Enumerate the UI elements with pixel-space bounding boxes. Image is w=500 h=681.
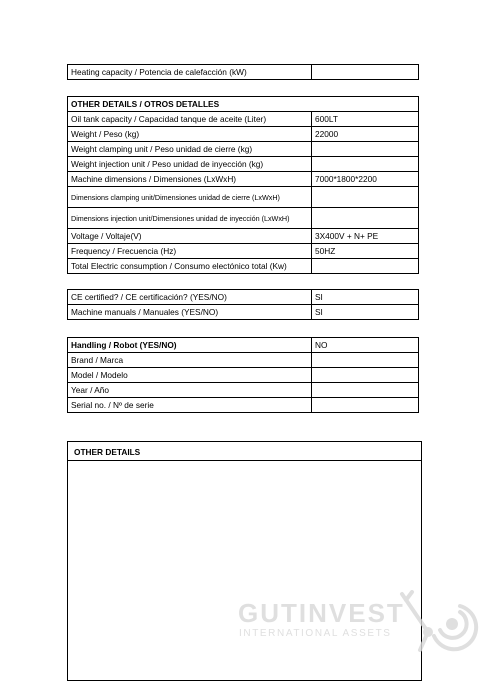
watermark-tagline: INTERNATIONAL ASSETS — [239, 628, 392, 639]
table-row — [68, 290, 419, 305]
certification-table — [67, 289, 419, 320]
table-row — [68, 172, 419, 187]
ce-certified-label: CE certified? / CE certificación? (YES/NO) — [68, 290, 312, 305]
robot-table — [67, 337, 419, 413]
year-value — [312, 383, 419, 398]
table-row — [68, 244, 419, 259]
oil-tank-label: Oil tank capacity / Capacidad tanque de aceite (Liter) — [68, 112, 312, 127]
gutinvest-watermark — [222, 584, 490, 658]
table-row — [68, 157, 419, 172]
electric-consumption-label: Total Electric consumption / Consumo electónico total (Kw) — [68, 259, 312, 274]
heating-row — [68, 65, 419, 80]
electric-consumption-value — [312, 259, 419, 274]
robot-header: Handling / Robot (YES/NO) — [68, 338, 312, 353]
table-row — [68, 259, 419, 274]
other-details-header: OTHER DETAILS / OTROS DETALLES — [68, 97, 312, 112]
model-label: Model / Modelo — [68, 368, 312, 383]
robot-header-value: NO — [312, 338, 419, 353]
model-value — [312, 368, 419, 383]
other-details-header-blank — [312, 97, 419, 112]
gear-arm-icon — [390, 586, 486, 656]
heating-label: Heating capacity / Potencia de calefacción (kW) — [68, 65, 312, 80]
table-row — [68, 187, 419, 208]
other-details-notes-header: OTHER DETAILS — [68, 442, 421, 461]
table-row — [68, 368, 419, 383]
other-details-header-row — [68, 97, 419, 112]
table-row — [68, 208, 419, 229]
brand-label: Brand / Marca — [68, 353, 312, 368]
brand-value — [312, 353, 419, 368]
dimensions-clamping-label: Dimensions clamping unit/Dimensiones unidad de cierre (LxWxH) — [68, 187, 312, 208]
dimensions-injection-value — [312, 208, 419, 229]
weight-clamping-label: Weight clamping unit / Peso unidad de cierre (kg) — [68, 142, 312, 157]
oil-tank-value: 600LT — [312, 112, 419, 127]
voltage-value: 3X400V + N+ PE — [312, 229, 419, 244]
year-label: Year / Año — [68, 383, 312, 398]
weight-label: Weight / Peso (kg) — [68, 127, 312, 142]
table-row — [68, 398, 419, 413]
machine-dimensions-value: 7000*1800*2200 — [312, 172, 419, 187]
table-row — [68, 383, 419, 398]
ce-certified-value: SI — [312, 290, 419, 305]
weight-injection-value — [312, 157, 419, 172]
heating-value — [312, 65, 419, 80]
frequency-value: 50HZ — [312, 244, 419, 259]
weight-injection-label: Weight injection unit / Peso unidad de inyección (kg) — [68, 157, 312, 172]
voltage-label: Voltage / Voltaje(V) — [68, 229, 312, 244]
serial-value — [312, 398, 419, 413]
machine-manuals-label: Machine manuals / Manuales (YES/NO) — [68, 305, 312, 320]
table-row — [68, 305, 419, 320]
machine-manuals-value: SI — [312, 305, 419, 320]
weight-clamping-value — [312, 142, 419, 157]
dimensions-injection-label: Dimensions injection unit/Dimensiones unidad de inyección (LxWxH) — [68, 208, 312, 229]
weight-value: 22000 — [312, 127, 419, 142]
table-row — [68, 353, 419, 368]
table-row — [68, 142, 419, 157]
dimensions-clamping-value — [312, 187, 419, 208]
serial-label: Serial no. / Nº de serie — [68, 398, 312, 413]
table-row — [68, 229, 419, 244]
other-details-table — [67, 96, 419, 274]
heating-table — [67, 64, 419, 80]
watermark-logo-text: GUTINVEST — [238, 598, 405, 628]
frequency-label: Frequency / Frecuencia (Hz) — [68, 244, 312, 259]
robot-header-row — [68, 338, 419, 353]
machine-dimensions-label: Machine dimensions / Dimensiones (LxWxH) — [68, 172, 312, 187]
table-row — [68, 127, 419, 142]
table-row — [68, 112, 419, 127]
